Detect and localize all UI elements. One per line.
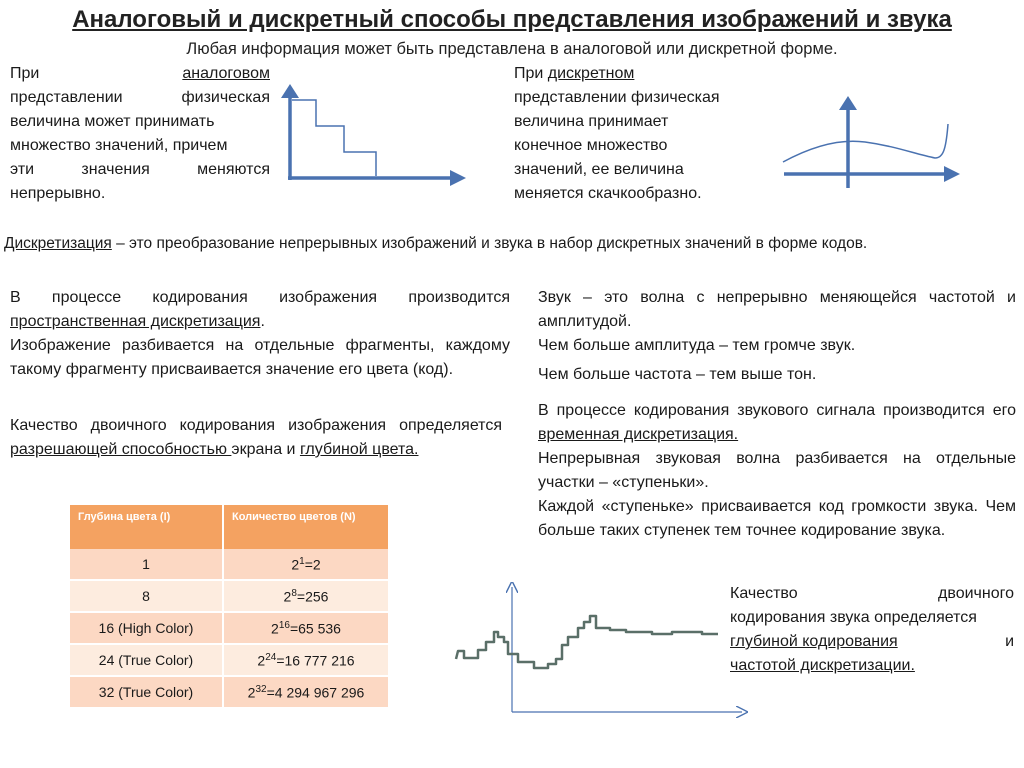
sound-p5: Непрерывная звуковая волна разбивается на отдельные участки – «ступеньки».	[538, 450, 1016, 491]
image-coding-p2: Изображение разбивается на отдельные фрагменты, каждому такому фрагменту присваивается значение его цвета (код).	[10, 337, 510, 378]
page-title: Аналоговый и дискретный способы представления изображений и звука	[72, 6, 952, 33]
definition-text: – это преобразование непрерывных изображений и звука в набор дискретных значений в форме кодов.	[111, 235, 868, 252]
sound-p3: Чем больше частота – тем выше тон.	[538, 366, 817, 383]
y-axis-arrowhead	[281, 84, 299, 98]
header-count: Количество цветов (N)	[223, 505, 388, 549]
stepped-signal	[456, 616, 718, 668]
header-depth: Глубина цвета (I)	[70, 505, 223, 549]
x-axis-arrowhead	[450, 170, 466, 186]
y-axis-arrowhead	[839, 96, 857, 110]
image-coding-p1: В процессе кодирования изображения производится пространственная дискретизация.	[10, 289, 510, 330]
sound-quality-text: Качество двоичного кодирования звука определяется глубиной кодирования и частотой дискретизации.	[730, 585, 1014, 674]
table-row: 8 $2^8=256$	[70, 580, 388, 612]
sound-wave-diagram	[452, 582, 748, 722]
definition-term: Дискретизация	[4, 235, 112, 252]
smooth-curve	[783, 124, 948, 162]
staircase-diagram	[276, 82, 468, 188]
sound-p6: Каждой «ступеньке» присваивается код громкости звука. Чем больше таких ступенек тем точнее кодирование звука.	[538, 498, 1016, 539]
sound-p4: В процессе кодирования звукового сигнала производится его временная дискретизация.	[538, 402, 1016, 443]
analog-description: При аналоговом представлении физическая величина может принимать множество значений, причем эти значения меняются непрерывно.	[10, 65, 270, 202]
sound-p2: Чем больше амплитуда – тем громче звук.	[538, 337, 856, 354]
x-axis-arrowhead	[944, 166, 960, 182]
discretization-definition	[4, 232, 1024, 256]
image-coding-p3: Качество двоичного кодирования изображения определяется разрешающей способностью экрана и глубиной цвета.	[10, 417, 502, 458]
table-row: 32 (True Color) $2^{32}=4$ 294 967 296	[70, 676, 388, 707]
table-row: 1 $2^1=2$	[70, 549, 388, 580]
curve-diagram	[780, 94, 962, 190]
page-subtitle: Любая информация может быть представлена в аналоговой или дискретной форме.	[186, 40, 838, 58]
color-depth-table	[70, 505, 388, 707]
staircase-line	[292, 100, 376, 176]
table-row: 16 (High Color) $2^{16}=65$ 536	[70, 612, 388, 644]
discrete-description: При дискретном представлении физическая величина принимает конечное множество значений, ее величина меняется скачкообразно.	[514, 65, 720, 202]
table-row: 24 (True Color) $2^{24}=16$ 777 216	[70, 644, 388, 676]
sound-p1: Звук – это волна с непрерывно меняющейся частотой и амплитудой.	[538, 289, 1016, 330]
